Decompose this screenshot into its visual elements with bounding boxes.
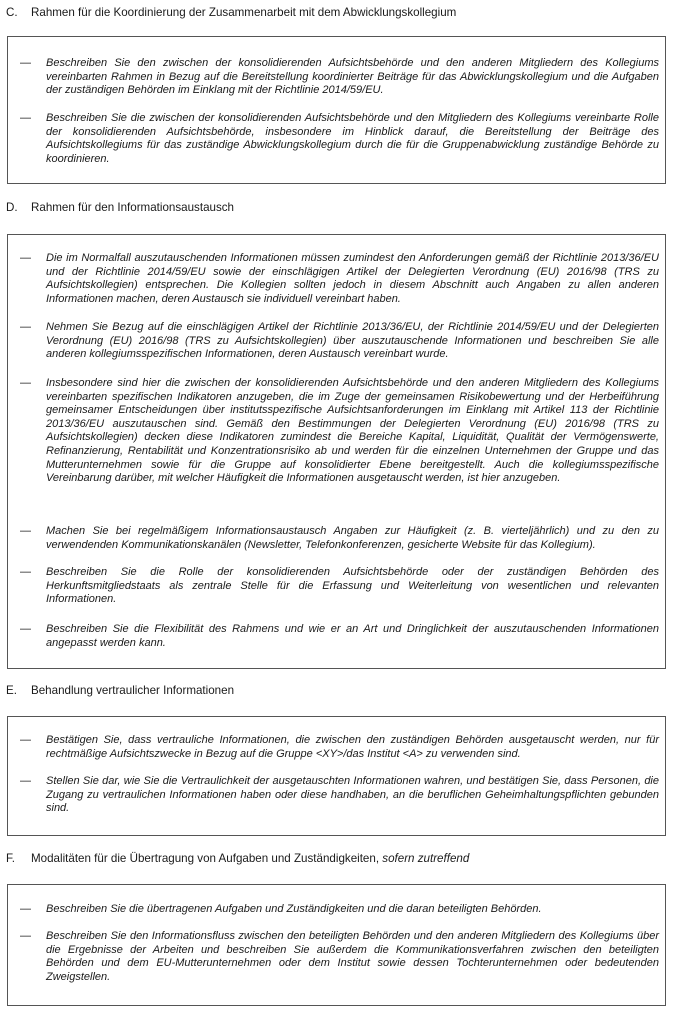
dash-bullet: — <box>20 775 31 787</box>
section-title: Behandlung vertraulicher Informationen <box>31 684 235 697</box>
item-text: Machen Sie bei regelmäßigem Informationsaustausch Angaben zur Häufigkeit (z. B. vierteljährlich) und zu den zu verwendenden Kommunikationskanälen (Newsletter, Telefonkonferenzen, gesicherte Website für das Kollegium). <box>46 525 659 551</box>
section-letter: D. <box>6 201 18 214</box>
section-d-box <box>7 234 666 669</box>
dash-bullet: — <box>20 623 31 635</box>
item-text: Insbesondere sind hier die zwischen der konsolidierenden Aufsichtsbehörde und den anderen Mitgliedern des Kollegiums vereinbarten spezifischen Indikatoren anzugeben, die im Zuge der gemeinsamen Risikobewertung und der Herbeiführung gemeinsamer Entscheidungen über institutsspezifische Aufsichtsanforderungen im Einklang mit Artikel 113 der Richtlinie 2013/36/EU auszutauschen sind. Gemäß den Bestimmungen der Delegierten Verordnung (EU) 2016/98 (TRS zu Aufsichtskollegien) decken diese Indikatoren zumindest die Bereiche Kapital, Liquidität, Qualität der Vermögenswerte, Refinanzierung, Rentabilität und Konzentrationsrisiko ab und werden für die einzelnen Unternehmen der Gruppe und das Mutterunternehmen sowie für die Gruppe auf konsolidierter Ebene bereitgestellt. Auch die kollegiumsspezifische Vereinbarung darüber, mit welcher Häufigkeit die Informationen ausgetauscht werden, ist hier anzugeben. <box>46 377 659 485</box>
section-title: Rahmen für den Informationsaustausch <box>31 201 235 214</box>
item-text: Beschreiben Sie die übertragenen Aufgaben und Zuständigkeiten und die daran beteiligten Behörden. <box>46 903 542 915</box>
section-f-box <box>7 884 666 1006</box>
section-letter: F. <box>6 852 16 865</box>
section-title-suffix: sofern zutreffend <box>382 852 470 865</box>
item-text: Bestätigen Sie, dass vertrauliche Informationen, die zwischen den zuständigen Behörden ausgetauscht werden, nur für rechtmäßige Aufsichtszwecke in Bezug auf die Gruppe <XY>/das Institut <A> zu verwenden sind. <box>46 734 659 760</box>
section-title: Rahmen für die Koordinierung der Zusammenarbeit mit dem Abwicklungskollegium <box>31 6 457 19</box>
item-text: Stellen Sie dar, wie Sie die Vertraulichkeit der ausgetauschten Informationen wahren, und bestätigen Sie, dass Personen, die Zugang zu vertraulichen Informationen haben oder diese handhaben, an die beruflichen Geheimhaltungspflichten gebunden sind. <box>46 775 659 815</box>
item-text: Beschreiben Sie den zwischen der konsolidierenden Aufsichtsbehörde und den anderen Mitgliedern des Kollegiums vereinbarten Rahmen in Bezug auf die Bereitstellung koordinierter Beiträge für das Abwicklungskollegium und die Aufgaben der zuständigen Behörden im Einklang mit der Richtlinie 2014/59/EU. <box>46 57 659 97</box>
dash-bullet: — <box>20 377 31 389</box>
section-d-heading <box>6 201 234 215</box>
item-text: Beschreiben Sie die zwischen der konsolidierenden Aufsichtsbehörde und den Mitgliedern des Kollegiums vereinbarte Rolle der konsolidierenden Aufsichtsbehörde, insbesondere im Hinblick darauf, die Bereitstellung der Beiträge des Aufsichtskollegiums für das zuständige Abwicklungskollegium durch die für die Gruppenabwicklung zuständige Behörde zu koordinieren. <box>46 112 659 165</box>
dash-bullet: — <box>20 734 31 746</box>
section-letter: C. <box>6 6 18 19</box>
item-text: Beschreiben Sie die Rolle der konsolidierenden Aufsichtsbehörde oder der zuständigen Behörden des Herkunftsmitgliedstaats als zentrale Stelle für die Erfassung und Weiterleitung von wesentlichen und relevanten Informationen. <box>46 566 659 606</box>
section-title: Modalitäten für die Übertragung von Aufgaben und Zuständigkeiten, <box>31 852 383 865</box>
section-c-heading <box>6 6 456 20</box>
dash-bullet: — <box>20 930 31 942</box>
section-letter: E. <box>6 684 17 697</box>
item-text: Beschreiben Sie die Flexibilität des Rahmens und wie er an Art und Dringlichkeit der auszutauschenden Informationen angepasst werden kann. <box>46 623 659 649</box>
dash-bullet: — <box>20 57 31 69</box>
section-e-box <box>7 716 666 836</box>
item-text: Beschreiben Sie den Informationsfluss zwischen den beteiligten Behörden und den anderen Mitgliedern des Kollegiums über die Ergebnisse der Arbeiten und beschreiben Sie außerdem die Kommunikationsverfahren zwischen den beteiligten Behörden und dem EU-Mutterunternehmen oder dem Institut sowie dessen Tochterunternehmen oder bedeutenden Zweigstellen. <box>46 930 659 983</box>
item-text: Die im Normalfall auszutauschenden Informationen müssen zumindest den Anforderungen gemäß der Richtlinie 2013/36/EU und der Richtlinie 2014/59/EU sowie der einschlägigen Artikel der Delegierten Verordnung (EU) 2016/98 (TRS zu Aufsichtskollegien) entsprechen. Die Kollegien sollten jedoch in diesem Abschnitt auch Angaben zu allen anderen Informationen machen, deren Austausch sie individuell vereinbart haben. <box>46 252 659 305</box>
dash-bullet: — <box>20 112 31 124</box>
section-c-box <box>7 36 666 184</box>
section-f-heading <box>6 852 469 866</box>
dash-bullet: — <box>20 566 31 578</box>
section-e-heading <box>6 684 234 698</box>
dash-bullet: — <box>20 252 31 264</box>
dash-bullet: — <box>20 903 31 915</box>
dash-bullet: — <box>20 525 31 537</box>
dash-bullet: — <box>20 321 31 333</box>
item-text: Nehmen Sie Bezug auf die einschlägigen Artikel der Richtlinie 2013/36/EU, der Richtlinie 2014/59/EU und der Delegierten Verordnung (EU) 2016/98 (TRS zu Aufsichtskollegien) über auszutauschende Informationen und beschreiben Sie alle anderen kollegiumsspezifischen Informationen, deren Austausch vereinbart wurde. <box>46 321 659 361</box>
